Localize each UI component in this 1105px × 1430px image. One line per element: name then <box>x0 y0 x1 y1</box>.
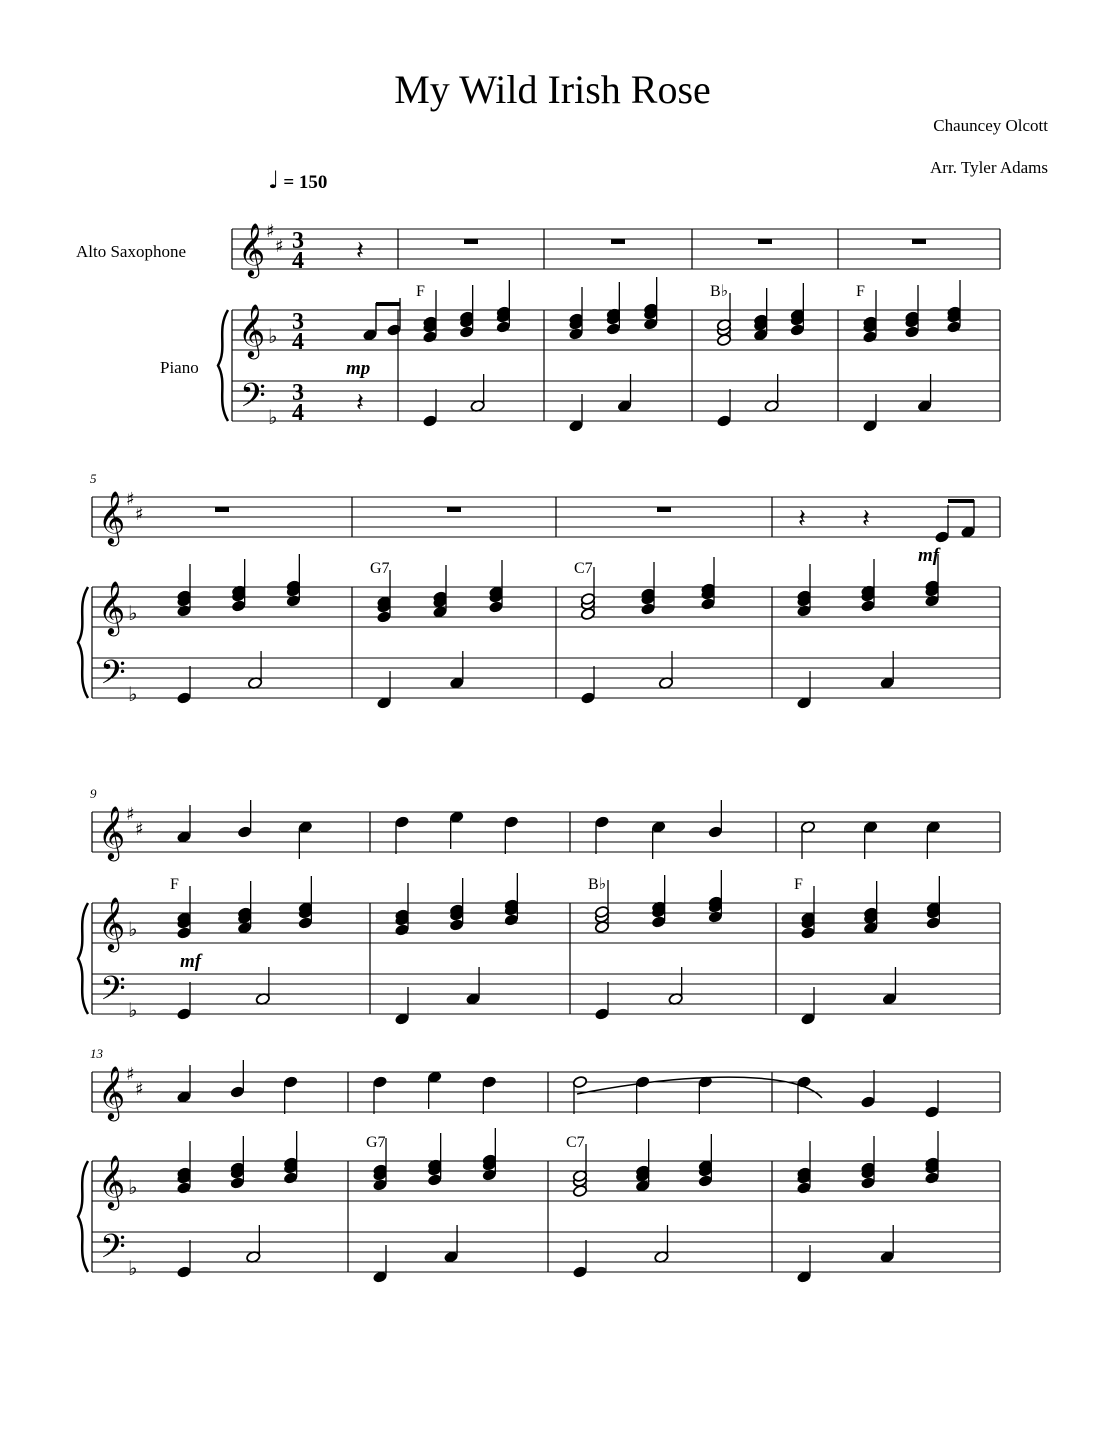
notehead <box>482 1075 497 1088</box>
treble-clef-icon: 𝄞 <box>98 1065 126 1119</box>
sharp-icon: ♯ <box>266 221 275 242</box>
treble-clef-icon: 𝄞 <box>98 896 126 950</box>
notehead <box>572 1075 587 1088</box>
treble-clef-icon: 𝄞 <box>238 303 266 357</box>
chord-symbol: C7 <box>566 1134 585 1151</box>
notehead <box>708 910 723 923</box>
whole-rest <box>912 239 926 244</box>
notehead <box>568 327 583 340</box>
notehead <box>924 1105 939 1118</box>
bass-clef-icon: 𝄢 <box>100 970 126 1016</box>
piano-brace <box>78 903 88 1014</box>
dynamic-marking: mf <box>918 545 940 566</box>
time-signature-bottom: 4 <box>292 400 304 426</box>
dynamic-marking: mf <box>180 951 202 972</box>
notehead <box>698 1174 713 1187</box>
quarter-note-icon: ♩ <box>268 166 280 194</box>
piano-brace <box>78 587 88 698</box>
treble-clef-icon: 𝄞 <box>98 1154 126 1208</box>
notehead <box>643 317 658 330</box>
instrument-label-saxophone: Alto Saxophone <box>76 242 187 261</box>
chord-symbol: G7 <box>366 1134 386 1151</box>
notehead <box>237 825 252 838</box>
notehead <box>860 1176 875 1189</box>
flat-icon: ♭ <box>128 601 138 625</box>
note-beam <box>948 499 974 503</box>
score-title: My Wild Irish Rose <box>394 67 711 112</box>
whole-rest <box>657 507 671 512</box>
notehead <box>800 926 815 939</box>
treble-clef-icon: 𝄞 <box>98 580 126 634</box>
sharp-icon: ♯ <box>126 804 135 825</box>
chord-symbol: F <box>416 283 425 300</box>
notehead <box>716 414 731 427</box>
flat-icon: ♭ <box>128 998 138 1022</box>
chord-symbol: B♭ <box>710 283 729 300</box>
quarter-rest: 𝄽 <box>356 236 364 266</box>
notehead <box>651 915 666 928</box>
notehead <box>176 604 191 617</box>
notehead <box>230 1176 245 1189</box>
notehead <box>862 330 877 343</box>
notehead <box>459 325 474 338</box>
notehead <box>372 1178 387 1191</box>
time-signature-top: 3 <box>292 309 304 335</box>
notehead <box>449 918 464 931</box>
time-signature-top: 3 <box>292 380 304 406</box>
notehead <box>176 1265 191 1278</box>
note-beam <box>376 302 400 306</box>
notehead <box>708 825 723 838</box>
notehead <box>946 320 961 333</box>
notehead <box>594 815 609 828</box>
notehead <box>230 1085 245 1098</box>
whole-rest <box>447 507 461 512</box>
whole-rest <box>758 239 772 244</box>
dynamic-marking: mp <box>346 358 371 379</box>
time-signature-bottom: 4 <box>292 329 304 355</box>
notehead <box>924 1171 939 1184</box>
notehead <box>504 913 519 926</box>
chord-symbol: F <box>794 876 803 893</box>
whole-rest <box>464 239 478 244</box>
notehead <box>482 1168 497 1181</box>
notehead <box>394 815 409 828</box>
notehead <box>286 594 301 607</box>
notehead <box>176 691 191 704</box>
notehead <box>283 1171 298 1184</box>
sharp-icon: ♯ <box>275 236 284 257</box>
whole-rest <box>611 239 625 244</box>
notehead <box>594 1007 609 1020</box>
sharp-icon: ♯ <box>126 1064 135 1085</box>
flat-icon: ♭ <box>268 324 278 348</box>
bass-clef-icon: 𝄢 <box>240 377 266 423</box>
chord-symbol: B♭ <box>588 876 607 893</box>
notehead <box>640 602 655 615</box>
flat-icon: ♭ <box>128 1175 138 1199</box>
composer-credit: Chauncey Olcott <box>933 116 1048 135</box>
time-signature-top: 3 <box>292 228 304 254</box>
chord-symbol: F <box>856 283 865 300</box>
treble-clef-icon: 𝄞 <box>98 805 126 859</box>
notehead <box>790 323 805 336</box>
chord-symbol: C7 <box>574 560 593 577</box>
notehead <box>924 594 939 607</box>
chord-symbol: F <box>170 876 179 893</box>
notehead <box>796 1181 811 1194</box>
notehead <box>572 1265 587 1278</box>
notehead <box>926 916 941 929</box>
notehead <box>904 325 919 338</box>
quarter-rest: 𝄽 <box>356 388 364 418</box>
bass-clef-icon: 𝄢 <box>100 1228 126 1274</box>
notehead <box>176 1007 191 1020</box>
notehead <box>580 691 595 704</box>
measure-number: 9 <box>90 786 97 801</box>
notehead <box>372 1075 387 1088</box>
sharp-icon: ♯ <box>135 504 144 525</box>
notehead <box>283 1075 298 1088</box>
measure-number: 13 <box>90 1046 103 1061</box>
notehead <box>427 1173 442 1186</box>
notehead <box>488 600 503 613</box>
notehead <box>496 320 511 333</box>
treble-clef-icon: 𝄞 <box>98 490 126 544</box>
flat-icon: ♭ <box>268 405 278 429</box>
whole-rest <box>215 507 229 512</box>
sharp-icon: ♯ <box>126 489 135 510</box>
chord-symbol: G7 <box>370 560 390 577</box>
notehead <box>176 1181 191 1194</box>
arranger-credit: Arr. Tyler Adams <box>930 158 1048 177</box>
tempo-value: = 150 <box>283 172 328 193</box>
sharp-icon: ♯ <box>135 1079 144 1100</box>
notehead <box>176 926 191 939</box>
notehead <box>422 414 437 427</box>
flat-icon: ♭ <box>128 682 138 706</box>
quarter-rest: 𝄽 <box>798 504 806 534</box>
notehead <box>934 530 949 543</box>
notehead <box>504 815 519 828</box>
notehead <box>860 1095 875 1108</box>
bass-clef-icon: 𝄢 <box>100 654 126 700</box>
quarter-rest: 𝄽 <box>862 504 870 534</box>
sharp-icon: ♯ <box>135 819 144 840</box>
piano-brace <box>218 310 228 421</box>
notehead <box>700 597 715 610</box>
notehead <box>606 322 621 335</box>
notehead <box>394 923 409 936</box>
instrument-label-piano: Piano <box>160 358 199 377</box>
notehead <box>422 330 437 343</box>
notehead <box>386 323 401 336</box>
notehead <box>376 610 391 623</box>
notehead <box>231 599 246 612</box>
notehead <box>860 599 875 612</box>
measure-number: 5 <box>90 471 97 486</box>
flat-icon: ♭ <box>128 917 138 941</box>
flat-icon: ♭ <box>128 1256 138 1280</box>
treble-clef-icon: 𝄞 <box>238 222 266 276</box>
time-signature-bottom: 4 <box>292 248 304 274</box>
notehead <box>298 916 313 929</box>
piano-brace <box>78 1161 88 1272</box>
notehead <box>796 604 811 617</box>
